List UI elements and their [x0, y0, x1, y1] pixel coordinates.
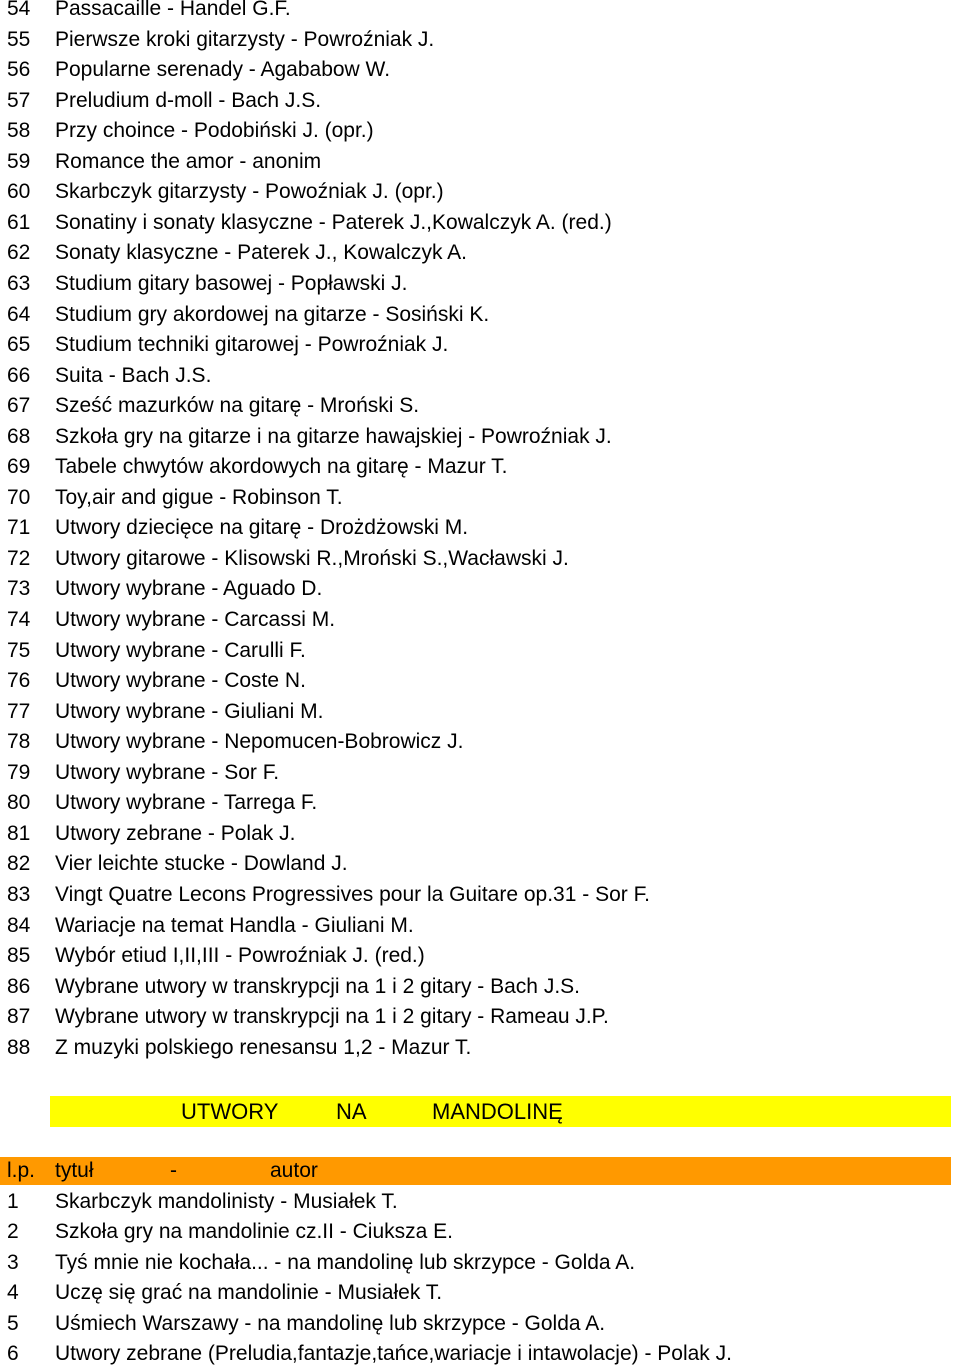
item-title: Wybrane utwory w transkrypcji na 1 i 2 gitary - Rameau J.P. — [55, 1005, 609, 1029]
item-title: Sonatiny i sonaty klasyczne - Paterek J.,Kowalczyk A. (red.) — [55, 210, 612, 234]
item-number: 2 — [7, 1220, 19, 1244]
item-title: Utwory wybrane - Carcassi M. — [55, 608, 336, 631]
item-title: Przy choince - Podobiński J. (opr.) — [55, 119, 374, 143]
item-title: Sześć mazurków na gitarę - Mroński S. — [55, 394, 420, 418]
list-item — [0, 1002, 960, 1032]
list-item — [0, 1248, 960, 1278]
item-title: Pierwsze kroki gitarzysty - Powroźniak J. — [55, 27, 435, 51]
item-number: 65 — [7, 333, 31, 357]
item-title: Z muzyki polskiego renesansu 1,2 - Mazur T. — [55, 1035, 472, 1059]
list-item — [0, 1033, 960, 1063]
list-item — [0, 513, 960, 543]
item-number: 59 — [7, 149, 31, 173]
item-title: Wybór etiud I,II,III - Powroźniak J. (red.) — [55, 944, 425, 968]
item-number: 83 — [7, 882, 31, 906]
item-number: 78 — [7, 730, 31, 754]
item-number: 76 — [7, 669, 31, 693]
item-title: Vier leichte stucke - Dowland J. — [55, 852, 348, 876]
item-title: Wariacje na temat Handla - Giuliani M. — [55, 913, 414, 937]
list-item — [0, 605, 960, 635]
section-banner-mandolin — [50, 1096, 951, 1127]
list-item — [0, 177, 960, 207]
item-number: 74 — [7, 608, 31, 631]
list-item — [0, 697, 960, 727]
list-item — [0, 1278, 960, 1308]
list-item — [0, 574, 960, 604]
item-number: 80 — [7, 791, 31, 815]
item-title: Popularne serenady - Agababow W. — [55, 58, 391, 82]
list-item — [0, 727, 960, 757]
list-item — [0, 636, 960, 666]
list-item — [0, 147, 960, 177]
list-item — [0, 941, 960, 971]
list-item — [0, 483, 960, 513]
item-number: 81 — [7, 821, 31, 845]
item-number: 3 — [7, 1250, 19, 1274]
item-number: 56 — [7, 58, 31, 82]
item-number: 75 — [7, 638, 31, 662]
item-title: Studium techniki gitarowej - Powroźniak J. — [55, 333, 449, 357]
list-item — [0, 452, 960, 482]
item-title: Passacaille - Handel G.F. — [55, 0, 291, 20]
item-number: 57 — [7, 88, 31, 112]
list-item — [0, 1339, 960, 1369]
item-title: Utwory zebrane (Preludia,fantazje,tańce,wariacje i intawolacje) - Polak J. — [55, 1342, 732, 1365]
item-title: Utwory dziecięce na gitarę - Drożdżowski M. — [55, 516, 469, 540]
item-title: Uczę się grać na mandolinie - Musiałek T. — [55, 1281, 443, 1305]
item-title: Utwory zebrane - Polak J. — [55, 821, 296, 845]
list-item — [0, 25, 960, 55]
item-title: Skarbczyk gitarzysty - Powoźniak J. (opr.) — [55, 180, 444, 204]
header-dash: - — [170, 1159, 177, 1182]
item-number: 73 — [7, 577, 31, 601]
list-item — [0, 116, 960, 146]
list-item — [0, 391, 960, 421]
item-title: Toy,air and gigue - Robinson T. — [55, 485, 343, 509]
item-title: Utwory wybrane - Nepomucen-Bobrowicz J. — [55, 730, 464, 754]
item-number: 63 — [7, 271, 31, 295]
item-number: 77 — [7, 699, 31, 723]
table-header — [0, 1157, 951, 1185]
list-item — [0, 911, 960, 941]
item-title: Szkoła gry na mandolinie cz.II - Ciuksza E. — [55, 1220, 453, 1244]
item-number: 67 — [7, 394, 31, 418]
header-lp: l.p. — [7, 1159, 36, 1182]
list-item — [0, 269, 960, 299]
item-number: 84 — [7, 913, 31, 937]
item-number: 88 — [7, 1035, 31, 1059]
item-number: 70 — [7, 485, 31, 509]
item-title: Vingt Quatre Lecons Progressives pour la Guitare op.31 - Sor F. — [55, 882, 650, 906]
list-item — [0, 1187, 960, 1217]
list-item — [0, 0, 960, 24]
list-item — [0, 1217, 960, 1247]
item-title: Utwory wybrane - Carulli F. — [55, 638, 306, 662]
list-item — [0, 422, 960, 452]
item-title: Utwory gitarowe - Klisowski R.,Mroński S.,Wacławski J. — [55, 546, 569, 570]
list-item — [0, 849, 960, 879]
item-title: Utwory wybrane - Tarrega F. — [55, 791, 318, 815]
item-title: Tyś mnie nie kochała... - na mandolinę lub skrzypce - Golda A. — [55, 1250, 636, 1274]
item-number: 86 — [7, 974, 31, 998]
item-number: 61 — [7, 210, 31, 234]
header-title: tytuł — [55, 1159, 94, 1182]
item-title: Wybrane utwory w transkrypcji na 1 i 2 gitary - Bach J.S. — [55, 974, 580, 998]
header-author: autor — [270, 1159, 318, 1182]
item-title: Skarbczyk mandolinisty - Musiałek T. — [55, 1190, 398, 1213]
item-title: Sonaty klasyczne - Paterek J., Kowalczyk A. — [55, 241, 468, 265]
item-title: Preludium d-moll - Bach J.S. — [55, 88, 322, 112]
list-item — [0, 819, 960, 849]
list-item — [0, 788, 960, 818]
item-number: 82 — [7, 852, 31, 876]
item-title: Romance the amor - anonim — [55, 149, 322, 173]
item-number: 4 — [7, 1281, 19, 1305]
banner-word-mandoline: MANDOLINĘ — [432, 1099, 563, 1124]
item-number: 54 — [7, 0, 31, 20]
item-title: Utwory wybrane - Aguado D. — [55, 577, 323, 601]
item-number: 64 — [7, 302, 31, 326]
item-number: 6 — [7, 1342, 19, 1365]
banner-word-na: NA — [336, 1099, 367, 1124]
item-number: 87 — [7, 1005, 31, 1029]
item-number: 55 — [7, 27, 31, 51]
list-item — [0, 300, 960, 330]
item-number: 5 — [7, 1311, 19, 1335]
list-item — [0, 758, 960, 788]
list-item — [0, 361, 960, 391]
item-title: Uśmiech Warszawy - na mandolinę lub skrzypce - Golda A. — [55, 1311, 606, 1335]
item-title: Tabele chwytów akordowych na gitarę - Mazur T. — [55, 455, 508, 479]
item-number: 79 — [7, 760, 31, 784]
item-title: Studium gry akordowej na gitarze - Sosiński K. — [55, 302, 490, 326]
item-title: Studium gitary basowej - Popławski J. — [55, 271, 408, 295]
item-title: Utwory wybrane - Giuliani M. — [55, 699, 324, 723]
item-title: Suita - Bach J.S. — [55, 363, 212, 387]
item-title: Utwory wybrane - Sor F. — [55, 760, 280, 784]
list-item — [0, 208, 960, 238]
item-number: 58 — [7, 119, 31, 143]
item-title: Szkoła gry na gitarze i na gitarze hawajskiej - Powroźniak J. — [55, 424, 612, 448]
item-number: 60 — [7, 180, 31, 204]
list-item — [0, 86, 960, 116]
list-item — [0, 55, 960, 85]
list-item — [0, 544, 960, 574]
banner-word-utwory: UTWORY — [181, 1099, 279, 1124]
list-item — [0, 238, 960, 268]
item-number: 85 — [7, 944, 31, 968]
item-number: 68 — [7, 424, 31, 448]
item-number: 1 — [7, 1190, 19, 1213]
list-item — [0, 972, 960, 1002]
list-item — [0, 666, 960, 696]
list-item — [0, 1309, 960, 1339]
item-number: 62 — [7, 241, 31, 265]
list-item — [0, 330, 960, 360]
item-number: 71 — [7, 516, 31, 540]
list-item — [0, 880, 960, 910]
item-title: Utwory wybrane - Coste N. — [55, 669, 306, 693]
item-number: 72 — [7, 546, 31, 570]
item-number: 66 — [7, 363, 31, 387]
item-number: 69 — [7, 455, 31, 479]
